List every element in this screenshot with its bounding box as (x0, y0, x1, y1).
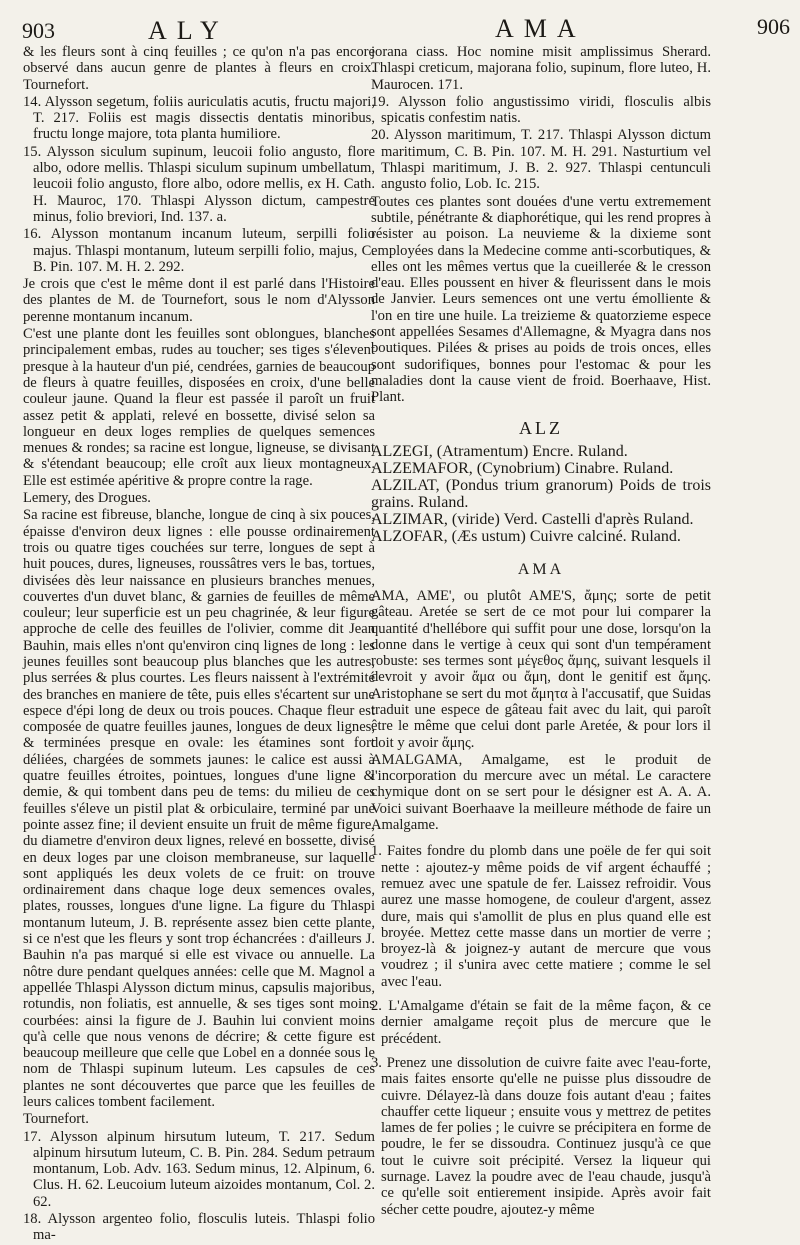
dictionary-entry: AMA, AME', ou plutôt AME'S, ἄμης; sorte de petit gâteau. Aretée se sert de ce mot pour lui comparer la quantité d'hellébore qui suffit pour une dose, lorsqu'on la donne dans le vertige à ceux qui sont d'un tempérament robuste: ses termes sont μέγεθος ἄμης, suivant lesquels il devroit y avoir ἄμα ou ἄμη, dont le genitif est ἄμης. Aristophane se sert du mot ἄμητα à l'accusatif, que Suidas traduit une espece de gâteau fait avec du lait, qui paroît être le même que celui dont parle Aretée, & pour lors il doit y avoir ἄμης. (371, 587, 711, 751)
running-head-right: AMA (495, 14, 586, 43)
page-number-right: 906 (757, 14, 790, 39)
dictionary-entry: ALZOFAR, (Æs ustum) Cuivre calciné. Ruland. (371, 528, 681, 546)
paragraph: Toutes ces plantes sont douées d'une vertu extremement subtile, pénétrante & diaphorétique, qui les rend propres à résister au poison. La neuvieme & la dixieme sont employées dans la Medecine comme anti-scorbutiques, & elles ont les mêmes vertus que la cueillerée & le cresson d'eau. Elles poussent en hiver & fleurissent dans le mois de Janvier. Leurs semences ont une vertu émolliente & l'on en tire une huile. La treizieme & quatorzieme espece sont appellées Sesames d'Allemagne, & Myagra dans nos boutiques. Pilées & prises au poids de trois onces, elles sont sudorifiques, bonnes pour l'estomac & pour les maladies dont la cause vient de froid. Boerhaave, Hist. Plant. (371, 193, 711, 406)
species-entry: 20. Alysson maritimum, T. 217. Thlaspi Alysson dictum maritimum, C. B. Pin. 107. M. H. 291. Nasturtium vel Thlaspi maritimum, J. B. 2. 927. Thlaspi centunculi angusto folio, Lob. Ic. 215. (371, 127, 711, 193)
dictionary-entry: ALZIMAR, (viride) Verd. Castelli d'après Ruland. (371, 511, 694, 529)
species-entry: 19. Alysson folio angustissimo viridi, flosculis albis spicatis confestim natis. (371, 93, 711, 127)
species-entry: 16. Alysson montanum incanum luteum, serpilli folio majus. Thlaspi montanum, luteum serpilli folio, majus, C. B. Pin. 107. M. H. 2. 292. (23, 226, 375, 275)
numbered-step: 3. Prenez une dissolution de cuivre faite avec l'eau-forte, mais faites ensorte qu'elle ne puisse plus dissoudre de cuivre. Délayez-là dans douze fois autant d'eau ; faites chauffer cette liqueur ; ensuite vous y mettrez de petites lames de fer polies ; le cuivre se précipitera en forme de poudre, le fer se dissoudra. Continuez jusqu'à ce que tout le cuivre soit précipité. Versez la liqueur qui surnage. Lavez la poudre avec de l'eau chaude, jusqu'à ce qu'elle soit entierement insipide. Après avoir fait sécher cette poudre, ajoutez-y même (371, 1054, 711, 1218)
paragraph: C'est une plante dont les feuilles sont oblongues, blanches principalement embas, rudes au toucher; ses tiges s'élevent presque à la hauteur d'un pié, cendrées, garnies de beaucoup de fleurs à quatre feuilles, disposées en croix, d'une belle couleur jaune. Quand la fleur est passée il paroît un fruit assez petit & applati, relevé en bossette, divisé selon sa longueur en deux loges remplies de quelques semences menues & rondes; sa racine est longue, ligneuse, se divisant & s'étendant beaucoup; elle croît aux lieux montagneux. Elle est estimée apéritive & propre contre la rage. (23, 326, 375, 489)
paragraph: Sa racine est fibreuse, blanche, longue de cinq à six pouces, épaisse d'environ deux lignes : elle pousse ordinairement trois ou quatre tiges couchées sur terre, longues de sept à huit pouces, dures, ligneuses, roussâtres vers le bas, tortues, divisées dès leur naissance en plusieurs branches menues, couvertes d'un duvet blanc, & garnies de feuilles de même couleur; leur superficie est un peu chagrinée, & leur figure approche de celle des feuilles de l'olivier, comme dit Jean Bauhin, mais elles n'ont qu'environ cinq lignes de long : les jeunes feuilles sont beaucoup plus blanches que les autres, plus serrées & plus courtes. Les fleurs naissent à l'extrémité des branches en maniere de tête, puis elles s'écartent sur une espece d'épi long de deux ou trois pouces. Chaque fleur est composée de quatre feuilles jaunes, longues de deux lignes, & terminées presque en ovale: les étamines sont fort déliées, chargées de sommets jaunes: le calice est aussi à quatre feuilles étroites, pointues, longues d'une ligne & demie, & qui tombent dans peu de tems: du milieu de ces feuilles s'éleve un pistil plat & orbiculaire, terminé par une pointe assez fine; il devient ensuite un fruit de même figure, du diametre d'environ deux lignes, relevé en bossette, divisé en deux loges par une cloison membraneuse, sur laquelle sont appliqués les deux volets de ce fruit: on trouve ordinairement dans chaque loge deux semences ovales, plates, rousses, longues d'une ligne. La figure du Thlaspi montanum luteum, J. B. représente assez bien cette plante, si ce n'est que les fleurs y sont trop échancrées : d'ailleurs J. Bauhin n'a pas marqué si elle est vivace ou annuelle. La nôtre dure pendant quelques années: celle que M. Magnol a appellée Thlaspi Alysson dictum minus, capsulis majoribus, rotundis, non foliatis, est annuelle, & ses tiges sont moins courbées: ainsi la figure de J. Bauhin lui convient moins qu'à celle que nous venons de décrire; & cette figure est beaucoup meilleure que celle que Lobel en a donnée sous le nom de Thlaspi supinum luteum. Les capsules de ces plantes ne sont découvertes que parce que les feuilles de leurs calices tombent facilement. (23, 507, 375, 1110)
species-entry: 15. Alysson siculum supinum, leucoii folio angusto, flore albo, odore mellis. Thlaspi siculum supinum umbellatum, leucoii folio angusto, flore albo, odore mellis, ex H. Cath. H. Mauroc, 170. Thlaspi Alysson dictum, campestre minus, folio breviori, Ind. 137. a. (23, 143, 375, 225)
left-column (23, 44, 375, 1245)
paragraph: Je crois que c'est le même dont il est parlé dans l'Histoire des plantes de M. de Tournefort, sous le nom d'Alysson perenne montanum incanum. (23, 276, 375, 325)
dictionary-entry: ALZEGI, (Atramentum) Encre. Ruland. (371, 442, 628, 460)
dictionary-entry: AMALGAMA, Amalgame, est le produit de l'incorporation du mercure avec un métal. Le caractere chymique dont on se sert pour le désigner est A. A. A. Voici suivant Boerhaave la meilleure méthode de faire un Amalgame. (371, 751, 711, 834)
section-heading-alz: ALZ (519, 417, 563, 438)
numbered-step: 2. L'Amalgame d'étain se fait de la même façon, & ce dernier amalgame reçoit plus de mercure que le précédent. (371, 998, 711, 1047)
paragraph: & les fleurs sont à cinq feuilles ; ce qu'on n'a pas encore observé dans aucun genre de plantes à fleurs en croix. Tournefort. (23, 44, 375, 93)
page-number-left: 903 (22, 18, 55, 43)
running-head-left: ALY (148, 16, 229, 45)
right-column (371, 44, 711, 1219)
dictionary-entry: ALZILAT, (Pondus trium granorum) Poids de trois grains. Ruland. (371, 477, 711, 511)
species-entry: 14. Alysson segetum, foliis auriculatis acutis, fructu majori, T. 217. Foliis est magis dissectis dentatis minoribus, fructu longe majore, tota planta humiliore. (23, 93, 375, 143)
species-entry: 18. Alysson argenteo folio, flosculis luteis. Thlaspi folio ma- (23, 1211, 375, 1244)
section-heading-ama: AMA (517, 560, 565, 578)
numbered-step: 1. Faites fondre du plomb dans une poële de fer qui soit nette : ajoutez-y même poids de vif argent échauffé ; remuez avec une spatule de fer. Laissez refroidir. Vous aurez une masse homogene, de couleur d'argent, assez dure, mais qui s'amollit de plus en plus quand elle est broyée. Mettez cette masse dans un mortier de verre ; broyez-là & joignez-y autant de mercure que vous voudrez ; il s'unira avec cette matiere ; comme le sel avec l'eau. (371, 843, 711, 990)
citation: Tournefort. (23, 1111, 89, 1128)
citation: Lemery, des Drogues. (23, 490, 151, 507)
dictionary-entry: ALZEMAFOR, (Cynobrium) Cinabre. Ruland. (371, 460, 674, 478)
paragraph: jorana ciass. Hoc nomine misit amplissimus Sherard. Thlaspi creticum, majorana folio, supinum, flore luteo, H. Maurocen. 171. (371, 44, 711, 93)
species-entry: 17. Alysson alpinum hirsutum luteum, T. 217. Sedum alpinum hirsutum luteum, C. B. Pin. 284. Sedum petraum montanum, Lob. Adv. 163. Sedum minus, 12. Alpinum, 6. Clus. H. 62. Leucoium luteum aizoides montanum, Col. 2. 62. (23, 1128, 375, 1210)
